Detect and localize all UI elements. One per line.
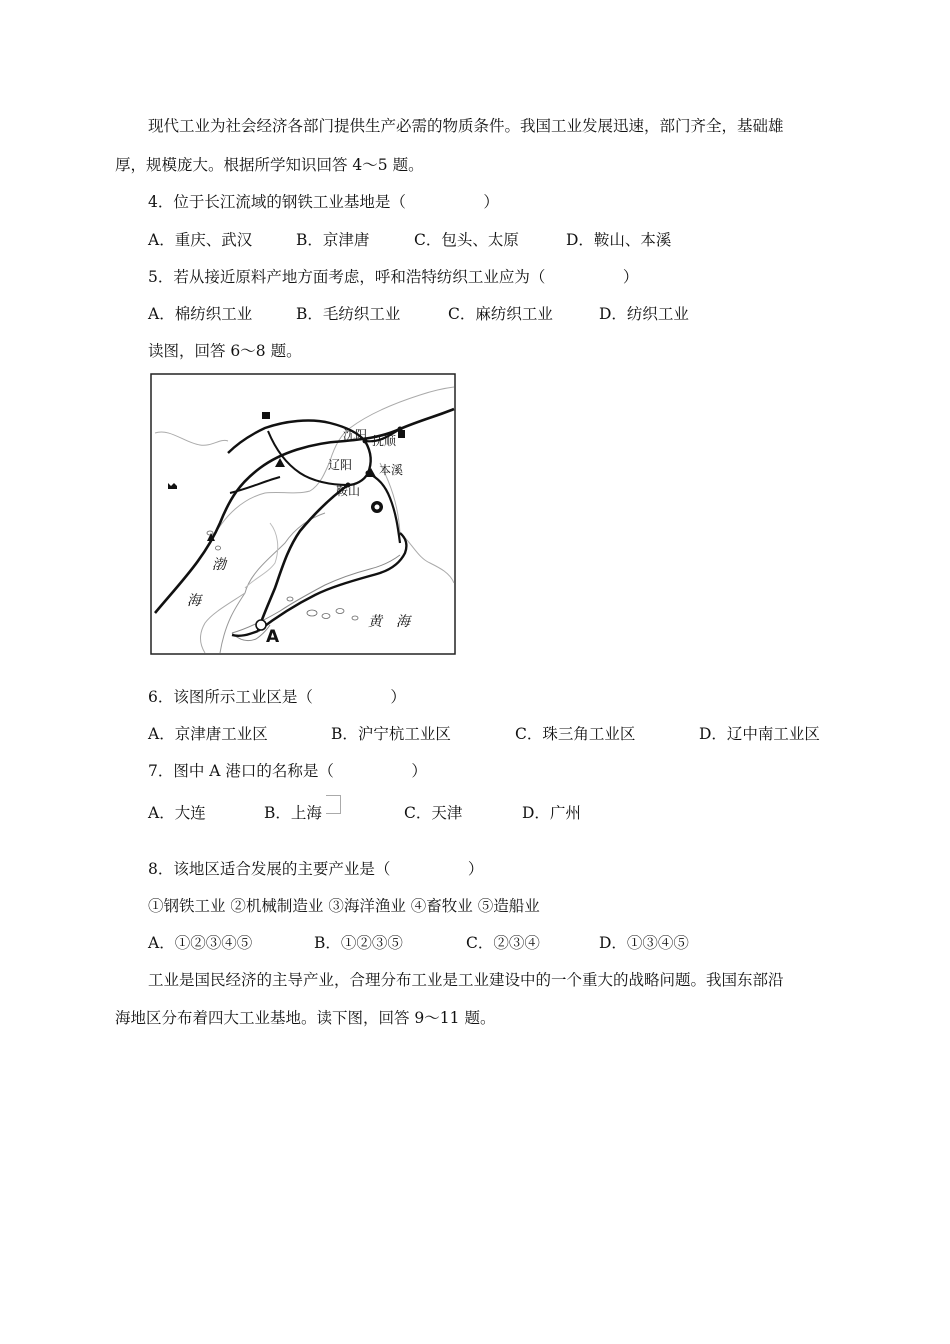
question-6-option-d: D．辽中南工业区	[699, 725, 820, 743]
map-instruction: 读图，回答 6～8 题。	[148, 342, 302, 360]
question-8-option-c: C．②③④	[466, 934, 540, 952]
intro2-paragraph-line-2: 海地区分布着四大工业基地。读下图，回答 9～11 题。	[115, 1009, 496, 1027]
question-7-option-d: D．广州	[522, 804, 581, 822]
question-4-option-b: B．京津唐	[296, 231, 370, 249]
city-label-shenyang: 沈阳	[343, 428, 368, 442]
question-4-option-d: D．鞍山、本溪	[566, 231, 672, 249]
intro2-paragraph-line-1: 工业是国民经济的主导产业，合理分布工业是工业建设中的一个重大的战略问题。我国东部沿	[148, 971, 784, 989]
question-6-option-b: B．沪宁杭工业区	[331, 725, 451, 743]
city-label-benxi: 本溪	[379, 463, 404, 477]
city-label-liaoyang: 辽阳	[328, 458, 353, 472]
question-5-option-b: B．毛纺织工业	[296, 305, 401, 323]
question-4-option-c: C．包头、太原	[414, 231, 519, 249]
question-5-stem: 5．若从接近原料产地方面考虑，呼和浩特纺织工业应为（ ）	[148, 268, 639, 286]
intro-paragraph-line-2: 厚，规模庞大。根据所学知识回答 4～5 题。	[115, 156, 424, 174]
question-4-option-a: A．重庆、武汉	[148, 231, 253, 249]
question-4-stem: 4．位于长江流域的钢铁工业基地是（ ）	[148, 193, 499, 211]
question-8-items: ①钢铁工业 ②机械制造业 ③海洋渔业 ④畜牧业 ⑤造船业	[148, 897, 540, 915]
liaozhongnan-map	[150, 373, 456, 655]
question-5-option-d: D．纺织工业	[599, 305, 689, 323]
intro-paragraph-line-1: 现代工业为社会经济各部门提供生产必需的物质条件。我国工业发展迅速，部门齐全，基础雄	[148, 117, 784, 135]
question-8-option-d: D．①③④⑤	[599, 934, 689, 952]
question-7-option-a: A．大连	[148, 804, 206, 822]
city-label-anshan: 鞍山	[336, 484, 361, 498]
question-5-option-a: A．棉纺织工业	[148, 305, 253, 323]
question-8-stem: 8．该地区适合发展的主要产业是（ ）	[148, 860, 484, 878]
question-6-stem: 6．该图所示工业区是（ ）	[148, 688, 406, 706]
question-7-stem: 7．图中 A 港口的名称是（ ）	[148, 762, 427, 780]
city-label-fushun: 抚顺	[372, 434, 397, 448]
question-5-option-c: C．麻纺织工业	[448, 305, 553, 323]
sea-label-bo: 渤	[212, 557, 226, 573]
sea-label-hai: 海	[187, 593, 201, 609]
port-a-label: A	[266, 627, 280, 647]
question-7-option-c: C．天津	[404, 804, 463, 822]
question-8-option-a: A．①②③④⑤	[148, 934, 253, 952]
question-6-option-c: C．珠三角工业区	[515, 725, 636, 743]
question-8-option-b: B．①②③⑤	[314, 934, 403, 952]
sea-label-huanghai: 黄 海	[368, 614, 410, 630]
small-bracket-mark	[326, 795, 341, 814]
question-6-option-a: A．京津唐工业区	[148, 725, 268, 743]
question-7-option-b: B．上海	[264, 804, 322, 822]
